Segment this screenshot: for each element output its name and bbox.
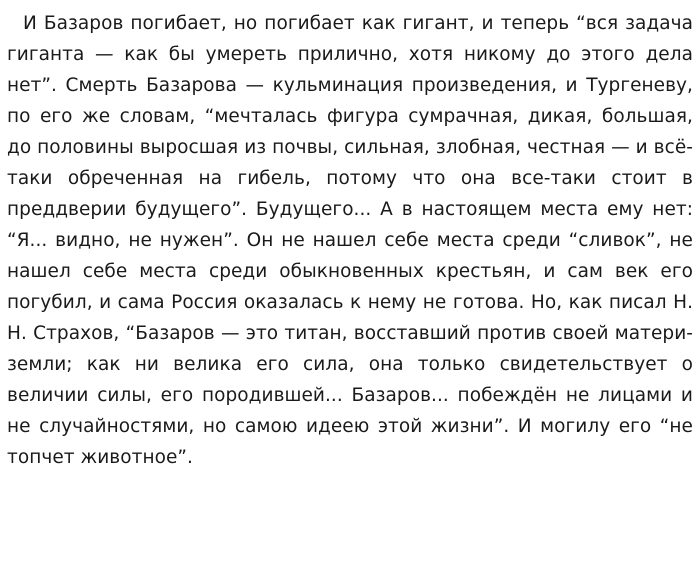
essay-paragraph: И Базаров погибает, но погибает как гигант, и теперь “вся задача гиганта — как бы умереть прилично, хотя никому до этого дела нет”. Смерть Базарова — кульминация произведения, и Тургеневу, по его же словам, “мечталась фигура сумрачная, дикая, большая, до половины выросшая из почвы, сильная, злобная, честная — и всё-таки обреченная на гибель, потому что она все-таки стоит в преддверии будущего”. Будущего... А в настоящем места ему нет: “Я... видно, не нужен”. Он не нашел себе места среди “сливок”, не нашел себе места среди обыкновенных крестьян, и сам век его погубил, и сама Россия оказалась к нему не готова. Но, как писал Н. Н. Страхов, “Базаров — это титан, восставший против своей матери-земли; как ни велика его сила, она только свидетельствует о величии силы, его породившей... Базаров... побеждён не лицами и не случайностями, но самою идеею этой жизни”. И могилу его “не топчет животное”. [7,13,693,468]
document-body [7,8,693,473]
